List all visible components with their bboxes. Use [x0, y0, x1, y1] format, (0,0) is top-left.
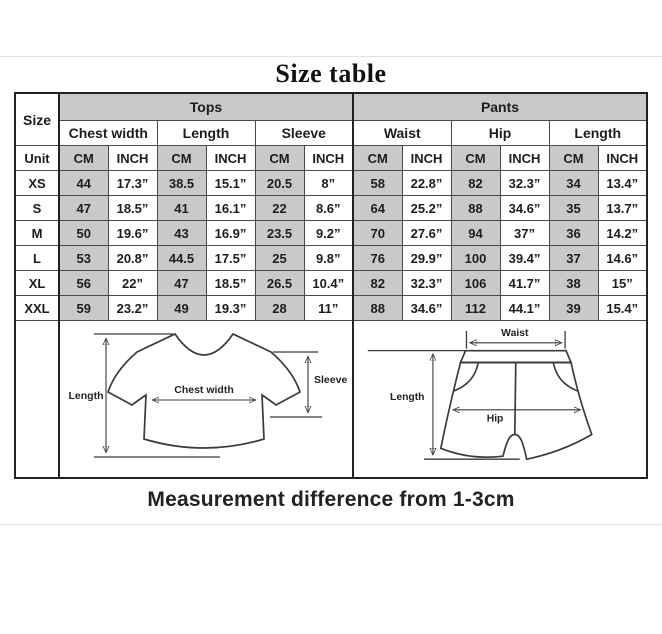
value-cell: 9.8” — [304, 246, 353, 271]
chest-width-header: Chest width — [59, 121, 157, 146]
value-cell: 18.5” — [206, 271, 255, 296]
card-bottom-divider — [0, 524, 662, 525]
group-header-row — [15, 93, 647, 121]
unit-cell: INCH — [500, 146, 549, 171]
value-cell: 15.4” — [598, 296, 647, 321]
value-cell: 82 — [451, 171, 500, 196]
value-cell: 106 — [451, 271, 500, 296]
value-cell: 37” — [500, 221, 549, 246]
tshirt-length-label: Length — [68, 390, 104, 402]
value-cell: 28 — [255, 296, 304, 321]
size-label: L — [15, 246, 59, 271]
value-cell: 20.8” — [108, 246, 157, 271]
value-cell: 25.2” — [402, 196, 451, 221]
value-cell: 34 — [549, 171, 598, 196]
value-cell: 88 — [451, 196, 500, 221]
value-cell: 47 — [59, 196, 108, 221]
value-cell: 22.8” — [402, 171, 451, 196]
size-label: XL — [15, 271, 59, 296]
tshirt-diagram-cell — [59, 321, 353, 479]
unit-cell: CM — [353, 146, 402, 171]
value-cell: 34.6” — [402, 296, 451, 321]
diagram-row — [15, 321, 647, 479]
unit-cell: INCH — [598, 146, 647, 171]
value-cell: 20.5 — [255, 171, 304, 196]
value-cell: 41 — [157, 196, 206, 221]
shorts-diagram-cell — [353, 321, 647, 479]
value-cell: 35 — [549, 196, 598, 221]
value-cell: 26.5 — [255, 271, 304, 296]
size-row-m — [15, 221, 647, 246]
value-cell: 39.4” — [500, 246, 549, 271]
value-cell: 14.6” — [598, 246, 647, 271]
value-cell: 94 — [451, 221, 500, 246]
tops-length-header: Length — [157, 121, 255, 146]
value-cell: 44 — [59, 171, 108, 196]
value-cell: 59 — [59, 296, 108, 321]
size-row-xs — [15, 171, 647, 196]
shorts-center-seam — [515, 363, 516, 435]
value-cell: 16.1” — [206, 196, 255, 221]
hip-label: Hip — [486, 413, 504, 425]
value-cell: 50 — [59, 221, 108, 246]
value-cell: 32.3” — [402, 271, 451, 296]
unit-cell: CM — [549, 146, 598, 171]
value-cell: 47 — [157, 271, 206, 296]
sleeve-header: Sleeve — [255, 121, 353, 146]
unit-cell: INCH — [304, 146, 353, 171]
value-cell: 19.3” — [206, 296, 255, 321]
value-cell: 17.5” — [206, 246, 255, 271]
unit-cell: INCH — [206, 146, 255, 171]
value-cell: 8” — [304, 171, 353, 196]
unit-cell: CM — [255, 146, 304, 171]
value-cell: 44.5 — [157, 246, 206, 271]
sleeve-label: Sleeve — [314, 374, 348, 386]
value-cell: 13.7” — [598, 196, 647, 221]
value-cell: 29.9” — [402, 246, 451, 271]
value-cell: 100 — [451, 246, 500, 271]
value-cell: 38.5 — [157, 171, 206, 196]
diagram-row-spacer — [15, 321, 59, 479]
value-cell: 82 — [353, 271, 402, 296]
size-label: S — [15, 196, 59, 221]
page-title: Size table — [275, 59, 387, 88]
value-cell: 19.6” — [108, 221, 157, 246]
shorts-diagram — [354, 321, 646, 477]
value-cell: 64 — [353, 196, 402, 221]
value-cell: 38 — [549, 271, 598, 296]
value-cell: 25 — [255, 246, 304, 271]
value-cell: 9.2” — [304, 221, 353, 246]
unit-cell: INCH — [108, 146, 157, 171]
size-table — [14, 92, 648, 479]
tops-group-header: Tops — [59, 93, 353, 121]
measure-header-row — [15, 121, 647, 146]
value-cell: 22 — [255, 196, 304, 221]
size-label: XXL — [15, 296, 59, 321]
shorts-waistband — [461, 351, 571, 363]
size-row-l — [15, 246, 647, 271]
value-cell: 22” — [108, 271, 157, 296]
value-cell: 37 — [549, 246, 598, 271]
value-cell: 43 — [157, 221, 206, 246]
value-cell: 36 — [549, 221, 598, 246]
value-cell: 70 — [353, 221, 402, 246]
value-cell: 56 — [59, 271, 108, 296]
value-cell: 14.2” — [598, 221, 647, 246]
value-cell: 23.5 — [255, 221, 304, 246]
value-cell: 18.5” — [108, 196, 157, 221]
value-cell: 53 — [59, 246, 108, 271]
value-cell: 39 — [549, 296, 598, 321]
value-cell: 76 — [353, 246, 402, 271]
waist-header: Waist — [353, 121, 451, 146]
footer-note: Measurement difference from 1-3cm — [147, 488, 515, 511]
value-cell: 41.7” — [500, 271, 549, 296]
unit-cell: CM — [59, 146, 108, 171]
value-cell: 32.3” — [500, 171, 549, 196]
value-cell: 10.4” — [304, 271, 353, 296]
value-cell: 49 — [157, 296, 206, 321]
tshirt-chest-label: Chest width — [174, 384, 234, 396]
value-cell: 15.1” — [206, 171, 255, 196]
value-cell: 88 — [353, 296, 402, 321]
pants-length-header: Length — [549, 121, 647, 146]
value-cell: 58 — [353, 171, 402, 196]
waist-label: Waist — [501, 327, 529, 339]
value-cell: 27.6” — [402, 221, 451, 246]
size-row-xxl — [15, 296, 647, 321]
size-row-xl — [15, 271, 647, 296]
size-column-header: Size — [15, 93, 59, 146]
unit-cell: CM — [451, 146, 500, 171]
pants-group-header: Pants — [353, 93, 647, 121]
value-cell: 112 — [451, 296, 500, 321]
value-cell: 44.1” — [500, 296, 549, 321]
size-label: XS — [15, 171, 59, 196]
card-top-divider — [0, 56, 662, 57]
value-cell: 16.9” — [206, 221, 255, 246]
shorts-length-label: Length — [390, 391, 425, 403]
value-cell: 17.3” — [108, 171, 157, 196]
hip-header: Hip — [451, 121, 549, 146]
size-row-s — [15, 196, 647, 221]
unit-header: Unit — [15, 146, 59, 171]
value-cell: 15” — [598, 271, 647, 296]
value-cell: 34.6” — [500, 196, 549, 221]
value-cell: 11” — [304, 296, 353, 321]
tshirt-diagram — [60, 321, 352, 477]
size-label: M — [15, 221, 59, 246]
unit-cell: INCH — [402, 146, 451, 171]
value-cell: 8.6” — [304, 196, 353, 221]
value-cell: 23.2” — [108, 296, 157, 321]
unit-cell: CM — [157, 146, 206, 171]
value-cell: 13.4” — [598, 171, 647, 196]
unit-row — [15, 146, 647, 171]
